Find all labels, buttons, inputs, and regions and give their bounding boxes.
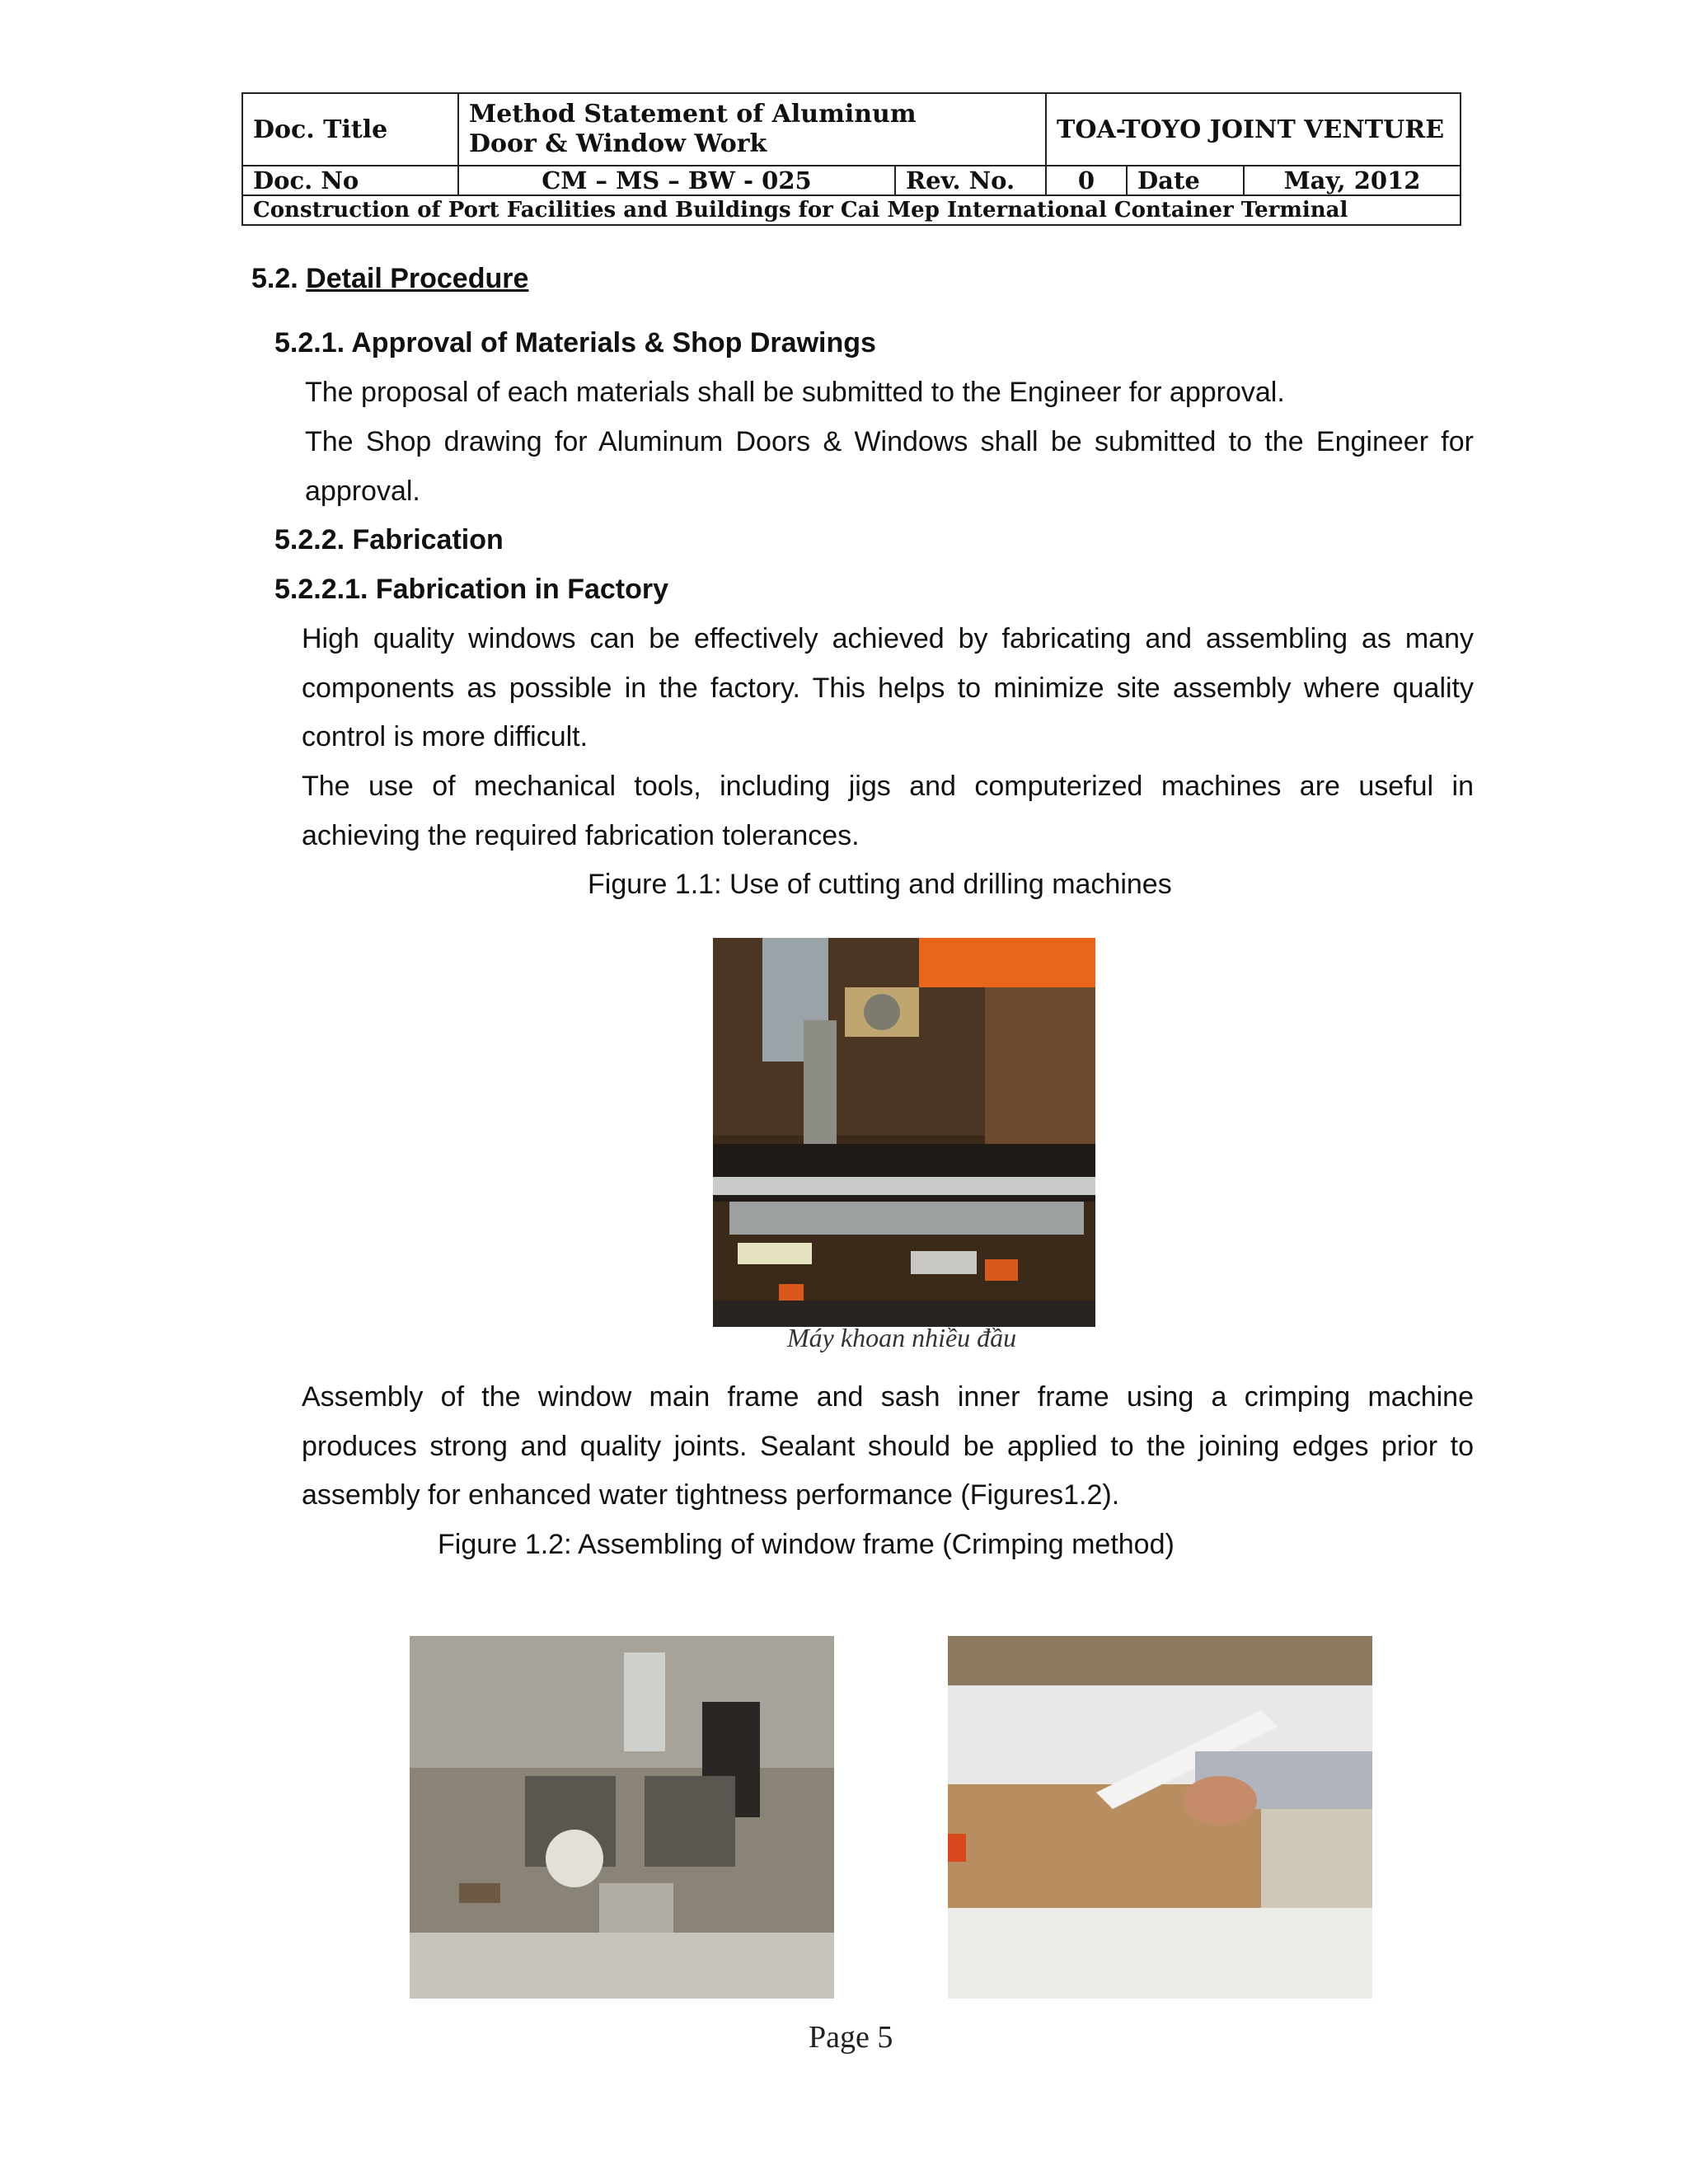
page-number: Page 5 bbox=[809, 2020, 893, 2055]
paragraph-line: High quality windows can be effectively achieved by fabricating and assembling as many bbox=[302, 623, 1474, 654]
paragraph-line: The proposal of each materials shall be submitted to the Engineer for approval. bbox=[305, 377, 1285, 408]
paragraph-line: Assembly of the window main frame and sash inner frame using a crimping machine bbox=[302, 1381, 1474, 1413]
doc-no-value: CM – MS – BW - 025 bbox=[458, 166, 895, 195]
drilling-machine-photo bbox=[713, 938, 1095, 1327]
subsection-heading-5-2-1: 5.2.1. Approval of Materials & Shop Drawings bbox=[274, 327, 876, 359]
frame-assembly-photo bbox=[948, 1636, 1372, 1999]
rev-no-value: 0 bbox=[1046, 166, 1127, 195]
company-name: TOA-TOYO JOINT VENTURE bbox=[1046, 93, 1461, 166]
paragraph-line: approval. bbox=[305, 476, 420, 507]
doc-title-value: Method Statement of Aluminum Door & Window Work bbox=[458, 93, 1046, 166]
paragraph-line: components as possible in the factory. This helps to minimize site assembly where quality bbox=[302, 673, 1474, 704]
paragraph-line: assembly for enhanced water tightness performance (Figures1.2). bbox=[302, 1479, 1120, 1511]
paragraph-line: control is more difficult. bbox=[302, 721, 588, 752]
figure-1-2-caption: Figure 1.2: Assembling of window frame (Crimping method) bbox=[438, 1529, 1175, 1560]
section-number: 5.2. bbox=[251, 263, 298, 294]
section-heading bbox=[251, 254, 528, 303]
figure-1-1-caption: Figure 1.1: Use of cutting and drilling machines bbox=[588, 869, 1172, 900]
paragraph-line: The use of mechanical tools, including jigs and computerized machines are useful in bbox=[302, 771, 1474, 802]
rev-no-label: Rev. No. bbox=[895, 166, 1046, 195]
document-header-table bbox=[241, 92, 1461, 226]
paragraph-line: achieving the required fabrication tolerances. bbox=[302, 820, 860, 851]
date-label: Date bbox=[1127, 166, 1244, 195]
date-value: May, 2012 bbox=[1244, 166, 1461, 195]
crimping-machine-photo bbox=[410, 1636, 834, 1999]
paragraph-line: The Shop drawing for Aluminum Doors & Windows shall be submitted to the Engineer for bbox=[305, 426, 1474, 457]
subsection-heading-5-2-2: 5.2.2. Fabrication bbox=[274, 524, 504, 555]
figure-1-1-photo-caption: Máy khoan nhiều đầu bbox=[787, 1323, 1017, 1352]
doc-no-label: Doc. No bbox=[242, 166, 458, 195]
section-title: Detail Procedure bbox=[306, 263, 529, 294]
project-name: Construction of Port Facilities and Buildings for Cai Mep International Container Terminal bbox=[242, 195, 1461, 225]
doc-title-label: Doc. Title bbox=[242, 93, 458, 166]
subsection-heading-5-2-2-1: 5.2.2.1. Fabrication in Factory bbox=[274, 574, 669, 605]
paragraph-line: produces strong and quality joints. Sealant should be applied to the joining edges prior to bbox=[302, 1431, 1474, 1462]
